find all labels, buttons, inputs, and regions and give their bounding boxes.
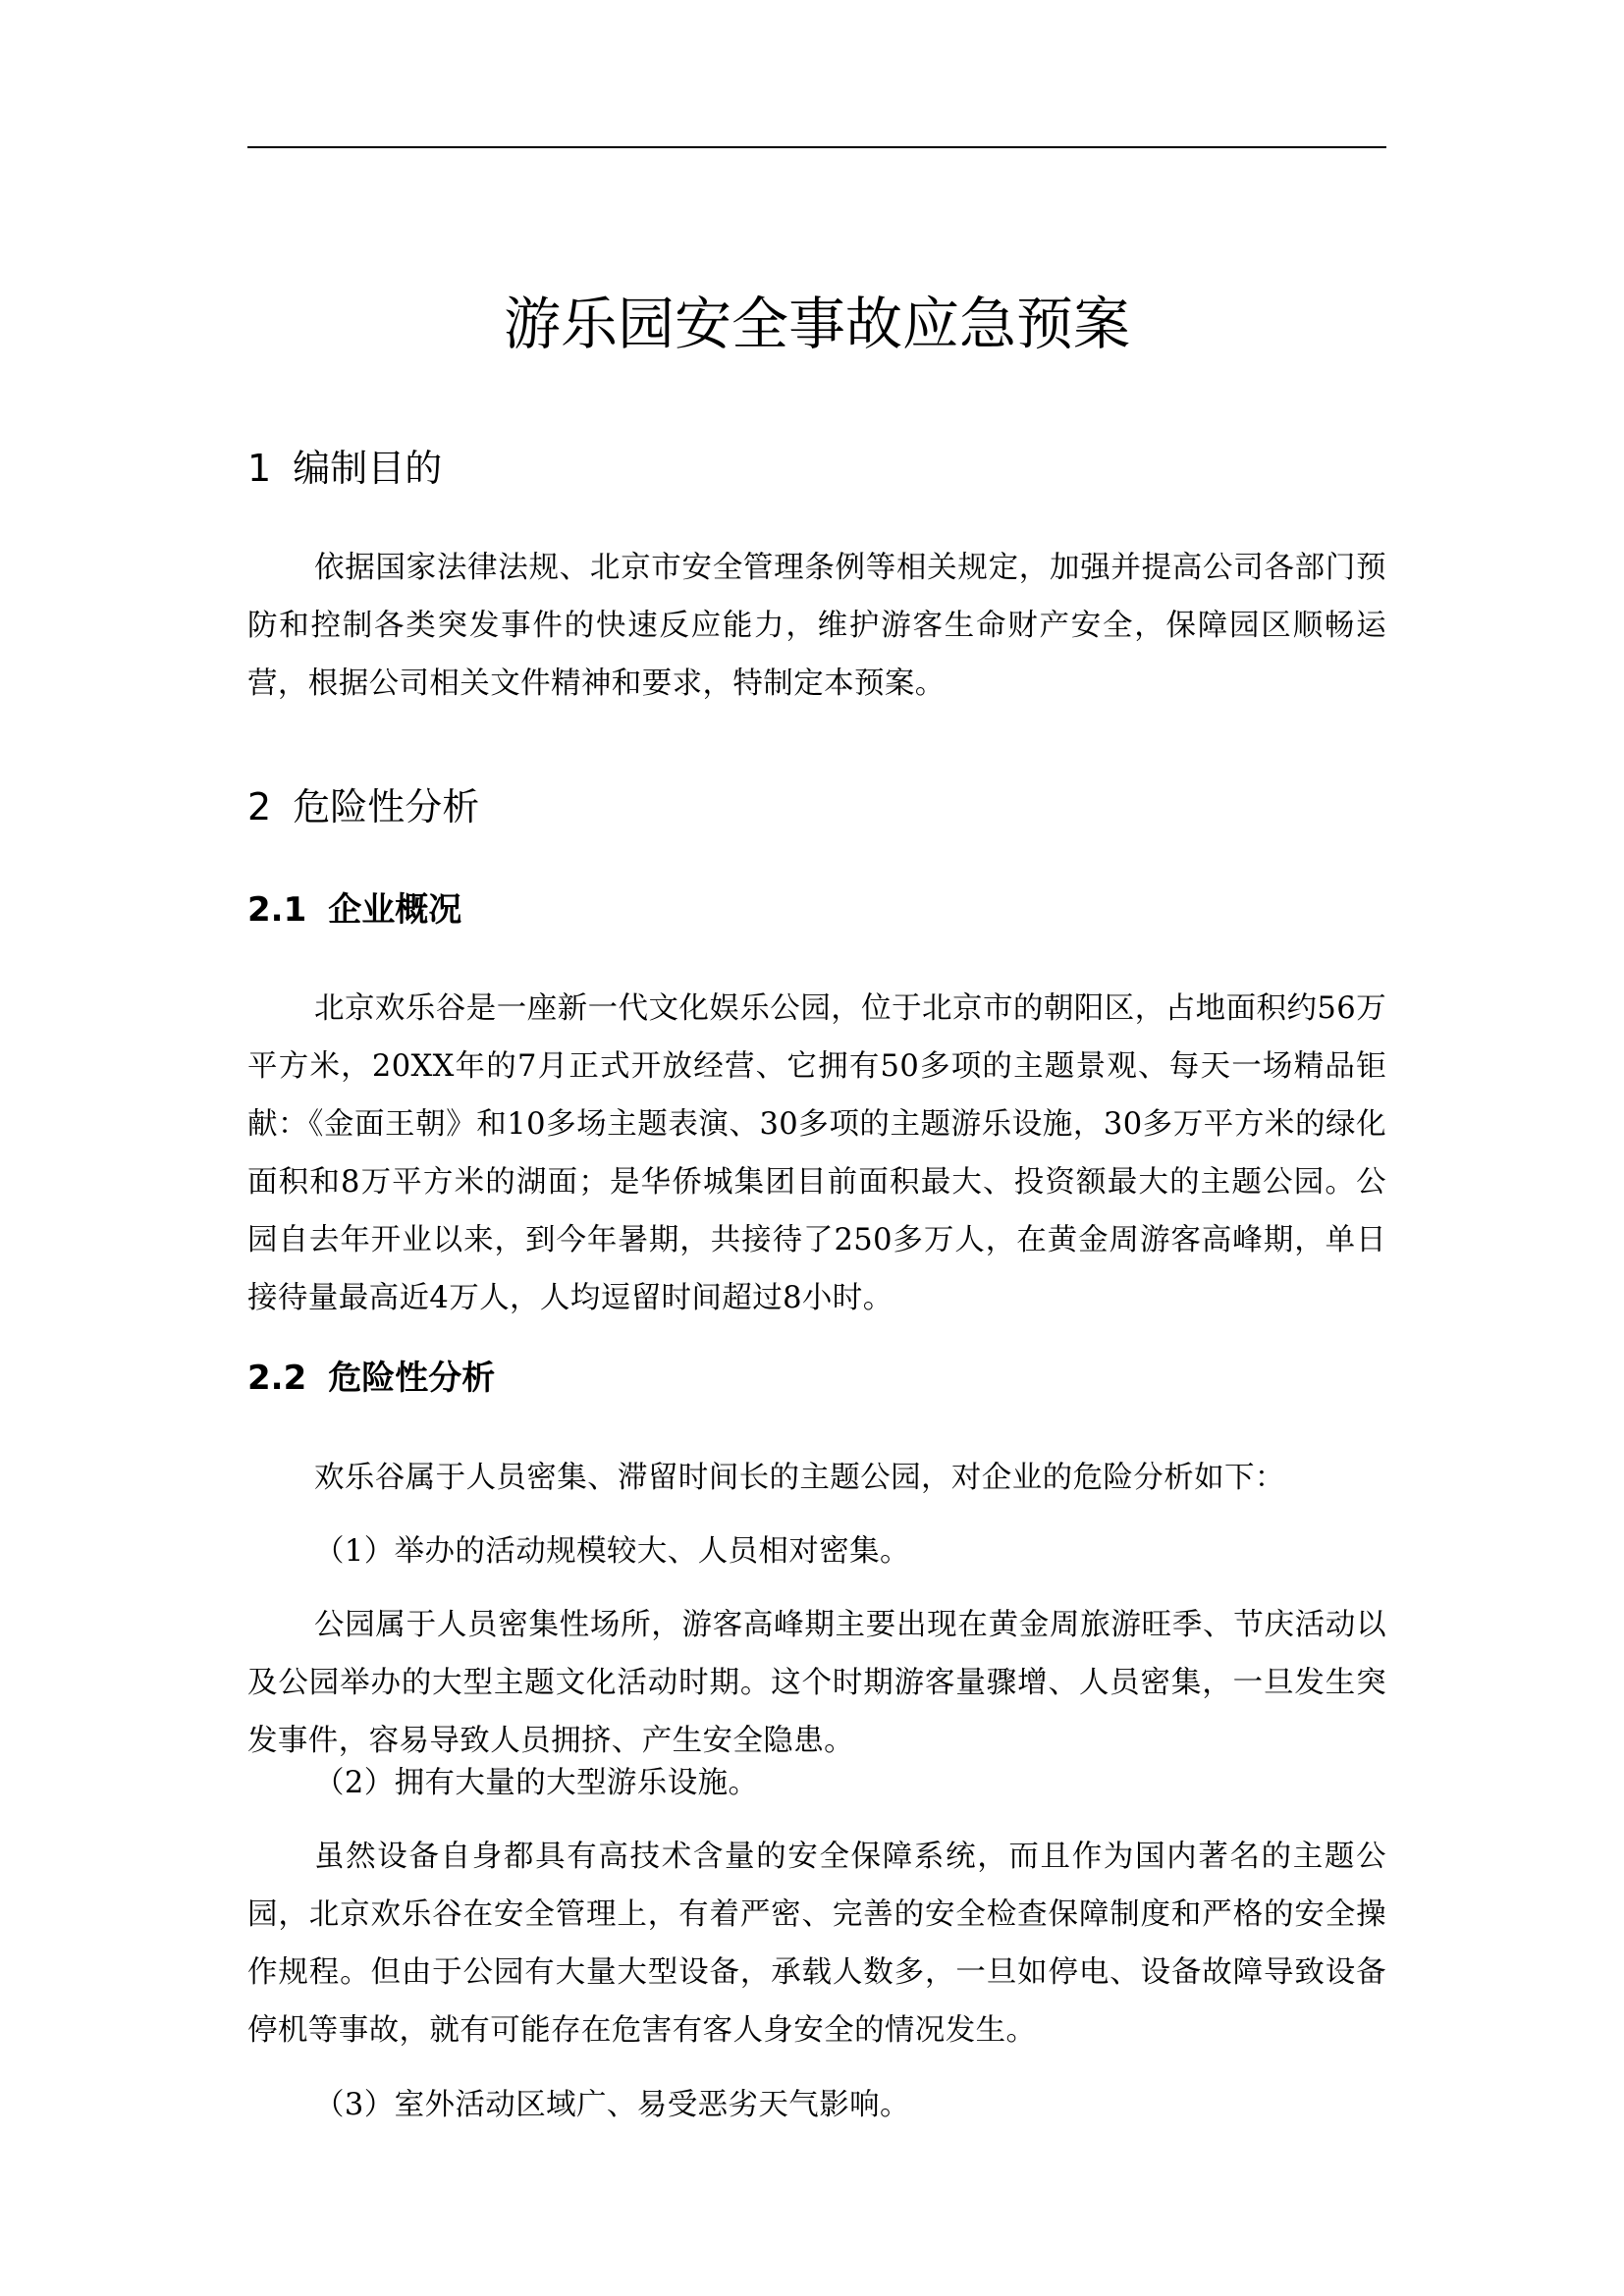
analysis-intro-paragraph: 欢乐谷属于人员密集、滞留时间长的主题公园，对企业的危险分析如下：	[314, 1461, 1285, 1495]
header-rule	[247, 146, 1386, 148]
risk-item-1-paragraph: 公园属于人员密集性场所，游客高峰期主要出现在黄金周旅游旺季、节庆活动以及公园举办的大型主题文化活动时期。这个时期游客量骤增、人员密集，一旦发生突发事件，容易导致人员拥挤、产生安全隐患。	[247, 1608, 1386, 1758]
subsection-2-1-number: 2.1	[247, 890, 307, 930]
risk-item-2-heading: （2）拥有大量的大型游乐设施。	[314, 1766, 759, 1800]
subsection-2-2-title: 危险性分析	[328, 1359, 496, 1398]
subsection-2-1-heading	[247, 886, 461, 934]
subsection-2-1-paragraph: 北京欢乐谷是一座新一代文化娱乐公园，位于北京市的朝阳区，占地面积约56万平方米，20XX年的7月正式开放经营、它拥有50多项的主题景观、每天一场精品钜献：《金面王朝》和10多场主题表演、30多项的主题游乐设施，30多万平方米的绿化面积和8万平方米的湖面；是华侨城集团目前面积最大、投资额最大的主题公园。公园自去年开业以来，到今年暑期，共接待了250多万人，在黄金周游客高峰期，单日接待量最高近4万人，人均逗留时间超过8小时。	[247, 991, 1386, 1315]
section-1-number: 1	[247, 447, 272, 490]
section-2-heading	[247, 781, 479, 832]
section-2-title: 危险性分析	[293, 785, 480, 828]
section-1-heading	[247, 443, 442, 494]
section-1-title: 编制目的	[293, 447, 443, 490]
risk-item-3-heading: （3）室外活动区域广、易受恶劣天气影响。	[314, 2088, 910, 2122]
subsection-2-1-title: 企业概况	[328, 890, 462, 930]
risk-item-2-paragraph: 虽然设备自身都具有高技术含量的安全保障系统，而且作为国内著名的主题公园，北京欢乐谷在安全管理上，有着严密、完善的安全检查保障制度和严格的安全操作规程。但由于公园有大量大型设备，承载人数多，一旦如停电、设备故障导致设备停机等事故，就有可能存在危害有客人身安全的情况发生。	[247, 1840, 1386, 2048]
subsection-2-2-heading	[247, 1355, 495, 1402]
subsection-2-2-number: 2.2	[247, 1359, 307, 1398]
page-title: 游乐园安全事故应急预案	[503, 291, 1130, 357]
risk-item-1-heading: （1）举办的活动规模较大、人员相对密集。	[314, 1534, 910, 1569]
section-1-paragraph: 依据国家法律法规、北京市安全管理条例等相关规定，加强并提高公司各部门预防和控制各类突发事件的快速反应能力，维护游客生命财产安全，保障园区顺畅运营，根据公司相关文件精神和要求，特制定本预案。	[247, 551, 1386, 701]
section-2-number: 2	[247, 785, 272, 828]
